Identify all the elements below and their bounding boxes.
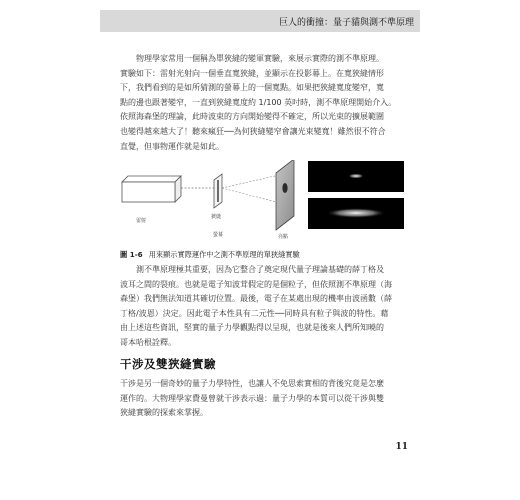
- single-slit-figure: [118, 160, 408, 240]
- figure-caption: [120, 250, 406, 260]
- paragraph-line: 運作的。大物理學家費曼曾就干涉表示過：量子力學的本質可以從干涉與雙: [120, 393, 384, 403]
- screen-label: 螢幕: [213, 232, 224, 238]
- figure-number: 圖 1-6: [120, 250, 143, 259]
- single-slit-diagram: [118, 160, 408, 240]
- paragraph-line: 實驗如下：雷射光射向一個垂直寬狹縫，並顯示在投影幕上。在寬狹縫情形: [120, 68, 384, 78]
- header-title: 巨人的衝撞：量子貓與測不準原理: [278, 18, 414, 28]
- paragraph-line: 狹縫實驗的探索來掌握。: [120, 408, 208, 418]
- figure-caption-text: 用來顯示實際運作中之測不準原理的單狹縫實驗: [148, 250, 300, 259]
- slit-label: 狹縫: [211, 214, 222, 220]
- paragraph-line: 下，我們看到的是如所猜測的螢幕上的一個寬點。如果把狹縫寬度變窄，寬: [120, 83, 384, 93]
- paragraph-line: 依照海森堡的理論，此時波束的方向開始變得不確定，所以光束的擴展範圍: [120, 112, 384, 122]
- slit-plate: [214, 174, 222, 208]
- paragraph-interference-intro: [120, 377, 406, 421]
- screen-spot: [282, 183, 287, 193]
- paragraph-line: 物理學家常用一個稱為單狹縫的變軍實驗，來展示實際的測不準原理。: [136, 54, 384, 63]
- laser-box: [122, 176, 181, 202]
- running-header: [100, 10, 420, 32]
- spot-label: 亮點: [278, 234, 289, 240]
- spread-spot-pattern: [326, 208, 386, 218]
- paragraph-line: 森堡）我們無法知道其確切位置。最後，電子在某處出現的機率由波函數（薛: [120, 294, 392, 304]
- section-heading: 干涉及雙狹縫實驗: [120, 357, 216, 371]
- paragraph-line: 直覺，但事物運作就是如此。: [120, 141, 224, 151]
- paragraph-line: 干涉是另一個奇妙的量子力學特性，也讓人不免思索實相的背後究竟是怎麼: [120, 379, 384, 388]
- paragraph-line: 點的邊也跟著變窄，一直到狹縫寬度約 1/100 英吋時，測不準原理開始介入。: [120, 97, 397, 107]
- paragraph-line: 由上述這些資訊，堅實的量子力學觀點得以呈現，也就是後來人們所知曉的: [120, 323, 384, 333]
- paragraph-single-slit-intro: [120, 52, 406, 154]
- paragraph-line: 丁格/波恩）決定。因此電子本性具有二元性──同時具有粒子與波的特性。藉: [120, 308, 389, 318]
- paragraph-uncertainty-importance: [120, 263, 406, 351]
- paragraph-line: 也變得越來越大了！聽來瘋狂──為何狹縫變窄會讓光束變寬！雖然很不符合: [120, 126, 386, 136]
- projection-screen: [276, 160, 294, 230]
- paragraph-line: 哥本哈根詮釋。: [120, 337, 176, 347]
- paragraph-line: 測不準原理極其重要，因為它整合了奠定現代量子理論基礎的薛丁格及: [136, 265, 384, 274]
- paragraph-line: 波耳之間的裂痕。也就是電子知波茸假定的是個粒子，但依照測不準原理（海: [120, 279, 392, 289]
- narrow-spot-pattern: [348, 174, 364, 179]
- page-number: 11: [395, 442, 408, 452]
- laser-label: 雷射: [136, 218, 147, 224]
